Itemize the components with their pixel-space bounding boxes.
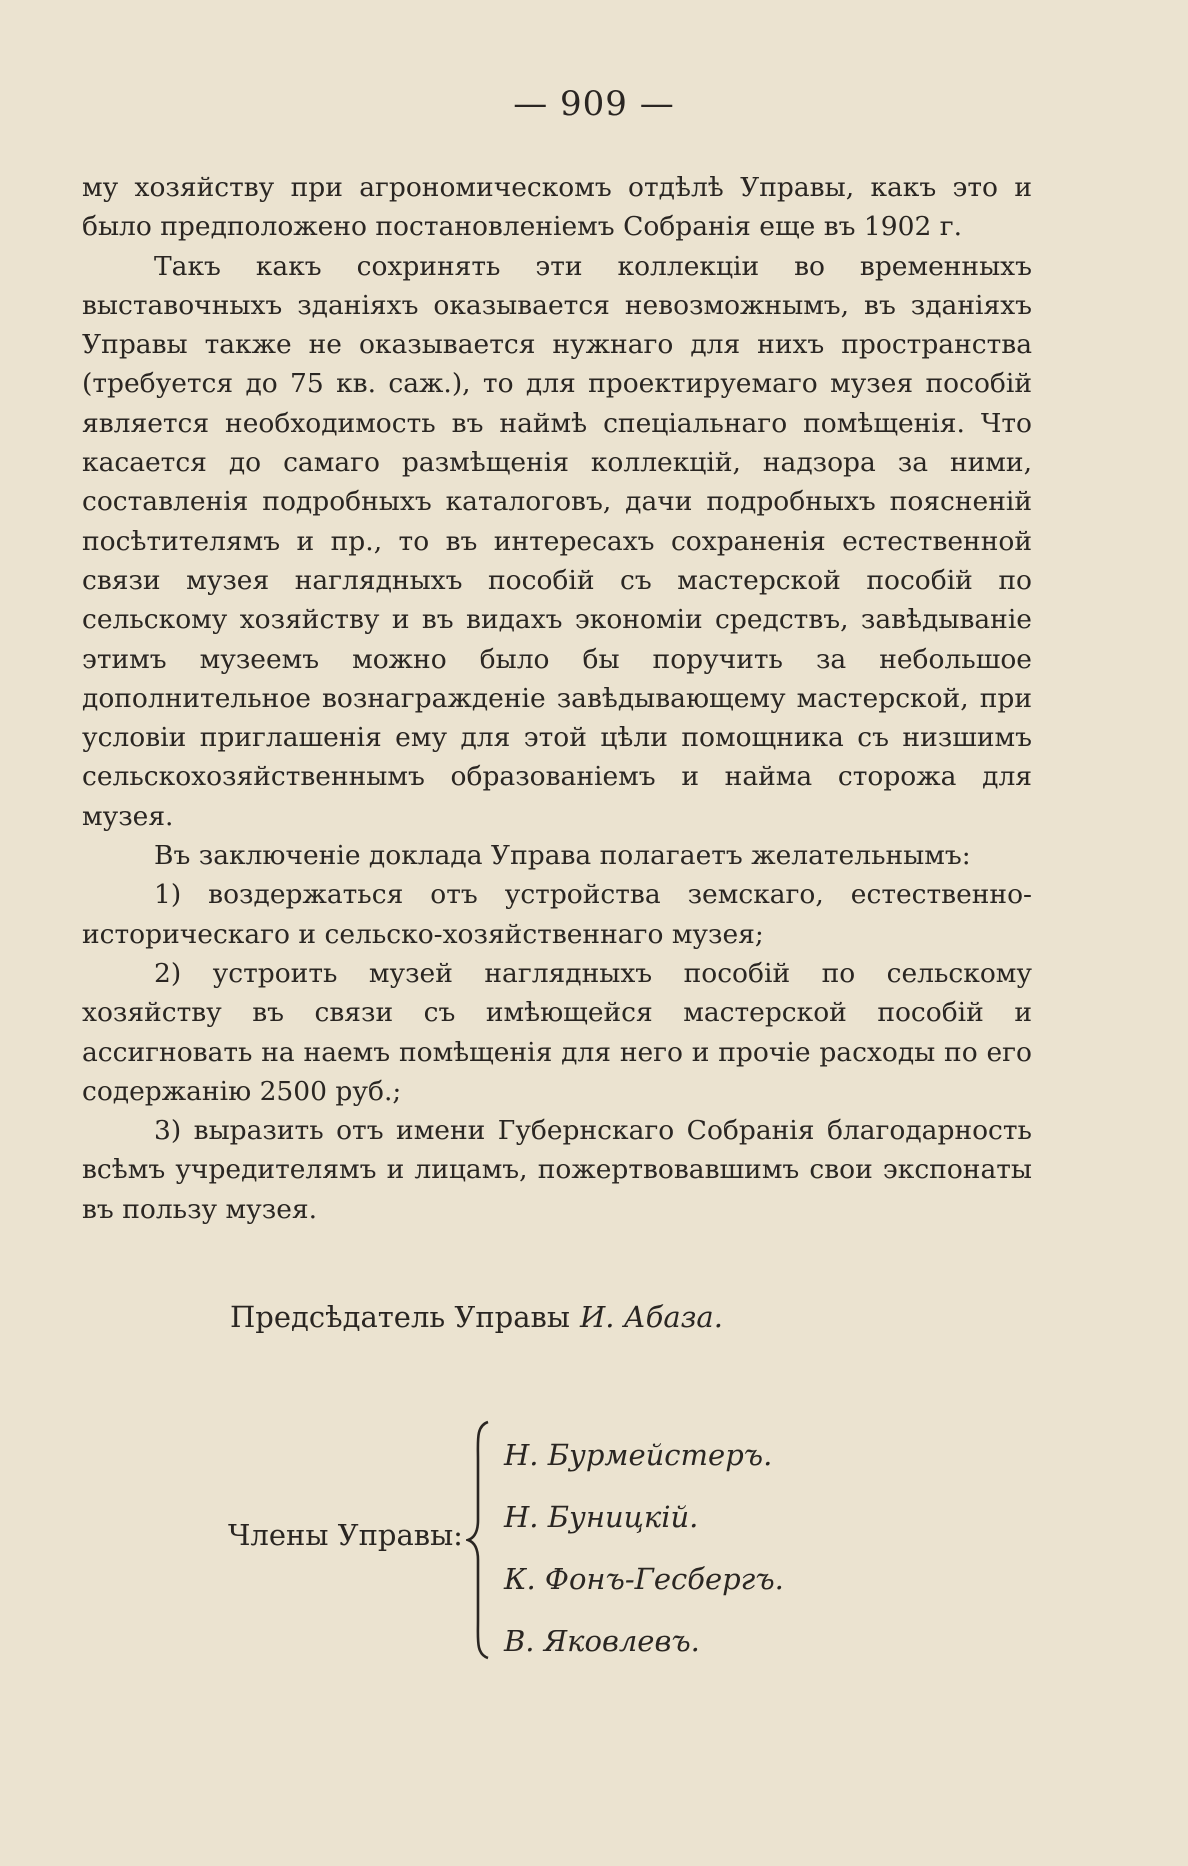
paragraph-5: 2) устроить музей наглядныхъ пособій по сельскому хозяйству въ связи съ имѣющейся мастерской пособій и ассигновать на наемъ помѣщенія для него и прочіе расходы по его содержанію 2500 руб.;	[82, 957, 1032, 1107]
paragraph-3: Въ заключеніе доклада Управа полагаетъ желательнымъ:	[154, 840, 971, 872]
paragraph-1: му хозяйству при агрономическомъ отдѣлѣ Управы, какъ это и было предположено постановленіемъ Собранія еще въ 1902 г.	[82, 172, 1032, 243]
left-brace-icon	[466, 1420, 492, 1660]
body-text	[82, 168, 1032, 1229]
members-list	[504, 1424, 784, 1672]
paragraph-4: 1) воздержаться отъ устройства земскаго, естественно-историческаго и сельско-хозяйственнаго музея;	[82, 879, 1032, 950]
page-number: — 909 —	[513, 84, 675, 124]
member-name: В. Яковлевъ.	[504, 1624, 700, 1658]
member-name: Н. Бурмейстеръ.	[504, 1438, 773, 1472]
chairman-signature	[230, 1300, 723, 1334]
members-label: Члены Управы:	[228, 1518, 463, 1552]
paragraph-2: Такъ какъ сохринять эти коллекціи во временныхъ выставочныхъ зданіяхъ оказывается невозможнымъ, въ зданіяхъ Управы также не оказывается нужнаго для нихъ пространства (требуется до 75 кв. саж.), то для проектируемаго музея пособій является необходимость въ наймѣ спеціальнаго помѣщенія. Что касается до самаго размѣщенія коллекцій, надзора за ними, составленія подробныхъ каталоговъ, дачи подробныхъ поясненій посѣтителямъ и пр., то въ интересахъ сохраненія естественной связи музея наглядныхъ пособій съ мастерской пособій по сельскому хозяйству и въ видахъ экономіи средствъ, завѣдываніе этимъ музеемъ можно было бы поручить за небольшое дополнительное вознагражденіе завѣдывающему мастерской, при условіи приглашенія ему для этой цѣли помощника съ низшимъ сельскохозяйственнымъ образованіемъ и найма сторожа для музея.	[82, 250, 1032, 832]
paragraph-6: 3) выразить отъ имени Губернскаго Собранія благодарность всѣмъ учредителямъ и лицамъ, пожертвовавшимъ свои экспонаты въ пользу музея.	[82, 1115, 1032, 1225]
member-name: Н. Буницкій.	[504, 1500, 699, 1534]
chairman-title: Предсѣдатель Управы	[230, 1300, 570, 1334]
chairman-name: И. Абаза.	[579, 1300, 723, 1334]
member-name: К. Фонъ-Гесбергъ.	[504, 1562, 784, 1596]
